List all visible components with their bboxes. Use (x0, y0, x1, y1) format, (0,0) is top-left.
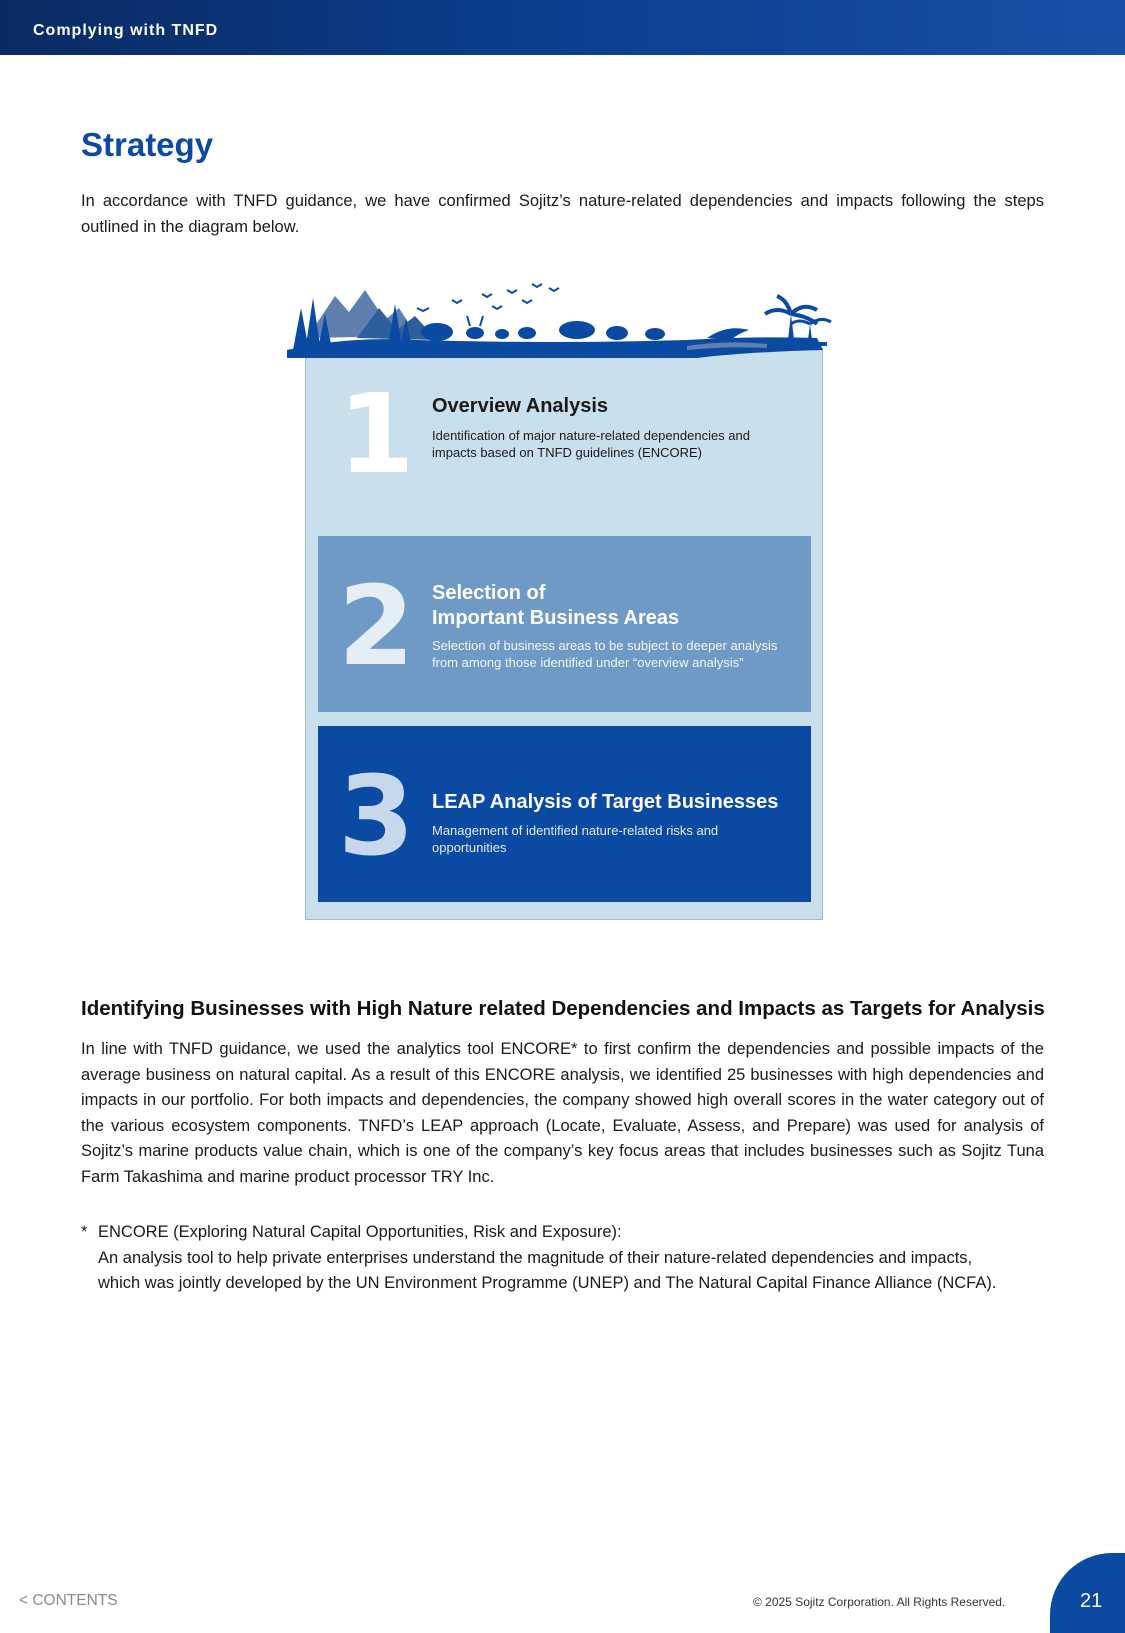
footnote-text: ENCORE (Exploring Natural Capital Opportunities, Risk and Exposure): An analysis tool to help private enterprises understand the magnitude of their nature-related dependencies and impacts, which was jointly developed by the UN Environment Programme (UNEP) and The Natural Capital Finance Alliance (NCFA). (98, 1223, 997, 1292)
steps-panel (305, 348, 823, 920)
page-title: Strategy (81, 126, 214, 163)
intro-paragraph: In accordance with TNFD guidance, we have confirmed Sojitz’s nature-related dependencies and impacts following the steps outlined in the diagram below. (81, 192, 1044, 236)
section-label: Complying with TNFD (33, 22, 219, 39)
footnote-marker: * (81, 1223, 88, 1241)
nature-illustration (287, 278, 837, 368)
step-number: 1 (338, 370, 415, 498)
step-heading: Selection of Important Business Areas (432, 582, 680, 629)
step-number: 2 (338, 562, 415, 690)
step-selection-business-areas (318, 536, 811, 712)
top-banner (0, 0, 1125, 55)
copyright-notice: © 2025 Sojitz Corporation. All Rights Reserved. (753, 1595, 1006, 1609)
steps-diagram (287, 278, 837, 923)
step-heading: Overview Analysis (432, 395, 609, 417)
step-overview-analysis (318, 349, 811, 519)
contents-link[interactable]: < CONTENTS (19, 1592, 118, 1609)
step-number: 3 (338, 752, 415, 880)
step-heading: LEAP Analysis of Target Businesses (432, 791, 779, 813)
step-description: Identification of major nature-related dependencies and impacts based on TNFD guidelines (ENCORE) (432, 428, 750, 460)
step-description: Selection of business areas to be subject to deeper analysis from among those identified under “overview analysis” (432, 638, 778, 670)
step-description: Management of identified nature-related risks and opportunities (432, 823, 719, 855)
step-leap-analysis (318, 726, 811, 902)
body-paragraph: In line with TNFD guidance, we used the analytics tool ENCORE* to first confirm the dependencies and possible impacts of the average business on natural capital. As a result of this ENCORE analysis, we identified 25 businesses with high dependencies and impacts in our portfolio. For both impacts and dependencies, the company showed high overall scores in the water category out of the various ecosystem components. TNFD’s LEAP approach (Locate, Evaluate, Assess, and Prepare) was used for analysis of Sojitz’s marine products value chain, which is one of the company’s key focus areas that includes businesses such as Sojitz Tuna Farm Takashima and marine product processor TRY Inc. (81, 1040, 1044, 1186)
section-heading: Identifying Businesses with High Nature related Dependencies and Impacts as Targets for Analysis (81, 997, 1045, 1020)
page-number: 21 (1080, 1590, 1103, 1612)
